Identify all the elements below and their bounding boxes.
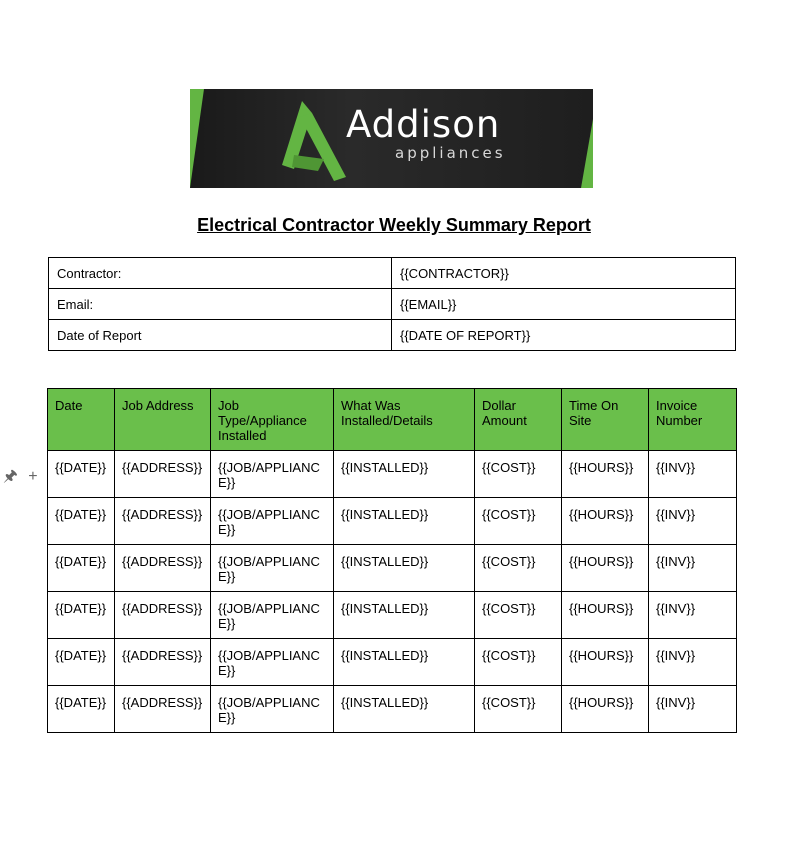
- table-cell[interactable]: {{HOURS}}: [562, 639, 649, 686]
- table-cell[interactable]: {{INSTALLED}}: [334, 498, 475, 545]
- info-label: Date of Report: [49, 320, 392, 351]
- table-cell[interactable]: {{HOURS}}: [562, 592, 649, 639]
- table-cell[interactable]: {{JOB/APPLIANCE}}: [211, 592, 334, 639]
- table-cell[interactable]: {{JOB/APPLIANCE}}: [211, 498, 334, 545]
- jobs-header-row: [48, 389, 737, 451]
- table-cell[interactable]: {{DATE}}: [48, 545, 115, 592]
- logo-a-icon: [272, 95, 352, 183]
- info-label: Contractor:: [49, 258, 392, 289]
- table-cell[interactable]: {{DATE}}: [48, 639, 115, 686]
- table-cell[interactable]: {{HOURS}}: [562, 498, 649, 545]
- table-row: [48, 545, 737, 592]
- info-row: [49, 289, 736, 320]
- column-header: Job Type/Appliance Installed: [211, 389, 334, 451]
- table-cell[interactable]: {{INSTALLED}}: [334, 592, 475, 639]
- table-row: [48, 451, 737, 498]
- table-cell[interactable]: {{INV}}: [649, 451, 737, 498]
- table-cell[interactable]: {{ADDRESS}}: [115, 451, 211, 498]
- table-cell[interactable]: {{DATE}}: [48, 592, 115, 639]
- table-cell[interactable]: {{HOURS}}: [562, 545, 649, 592]
- table-cell[interactable]: {{JOB/APPLIANCE}}: [211, 639, 334, 686]
- table-cell[interactable]: {{ADDRESS}}: [115, 498, 211, 545]
- table-cell[interactable]: {{DATE}}: [48, 451, 115, 498]
- logo-brand-text: Addison: [346, 103, 501, 146]
- table-cell[interactable]: {{COST}}: [475, 686, 562, 733]
- table-cell[interactable]: {{INV}}: [649, 639, 737, 686]
- table-cell[interactable]: {{COST}}: [475, 498, 562, 545]
- column-header: Job Address: [115, 389, 211, 451]
- logo-stripe-right: [581, 119, 593, 188]
- info-value[interactable]: {{EMAIL}}: [392, 289, 736, 320]
- table-cell[interactable]: {{INSTALLED}}: [334, 639, 475, 686]
- column-header: Invoice Number: [649, 389, 737, 451]
- info-row: [49, 320, 736, 351]
- table-cell[interactable]: {{DATE}}: [48, 498, 115, 545]
- logo-stripe-left: [190, 89, 204, 188]
- table-cell[interactable]: {{ADDRESS}}: [115, 545, 211, 592]
- table-cell[interactable]: {{INSTALLED}}: [334, 686, 475, 733]
- table-row: [48, 498, 737, 545]
- logo-sub-text: appliances: [395, 144, 506, 162]
- table-cell[interactable]: {{JOB/APPLIANCE}}: [211, 545, 334, 592]
- table-cell[interactable]: {{HOURS}}: [562, 451, 649, 498]
- addison-logo: [190, 89, 593, 188]
- table-cell[interactable]: {{INSTALLED}}: [334, 545, 475, 592]
- table-cell[interactable]: {{INV}}: [649, 686, 737, 733]
- plus-icon[interactable]: +: [28, 468, 38, 485]
- column-header: Dollar Amount: [475, 389, 562, 451]
- table-cell[interactable]: {{INV}}: [649, 592, 737, 639]
- table-cell[interactable]: {{COST}}: [475, 545, 562, 592]
- info-value[interactable]: {{DATE OF REPORT}}: [392, 320, 736, 351]
- table-cell[interactable]: {{JOB/APPLIANCE}}: [211, 686, 334, 733]
- info-row: [49, 258, 736, 289]
- column-header: What Was Installed/Details: [334, 389, 475, 451]
- table-cell[interactable]: {{COST}}: [475, 639, 562, 686]
- table-cell[interactable]: {{ADDRESS}}: [115, 592, 211, 639]
- info-value[interactable]: {{CONTRACTOR}}: [392, 258, 736, 289]
- table-cell[interactable]: {{COST}}: [475, 592, 562, 639]
- column-header: Date: [48, 389, 115, 451]
- table-cell[interactable]: {{DATE}}: [48, 686, 115, 733]
- table-row: [48, 592, 737, 639]
- page-title: Electrical Contractor Weekly Summary Report: [197, 215, 591, 235]
- info-table: [48, 257, 736, 351]
- table-row: [48, 639, 737, 686]
- table-cell[interactable]: {{HOURS}}: [562, 686, 649, 733]
- table-cell[interactable]: {{INV}}: [649, 498, 737, 545]
- table-cell[interactable]: {{INSTALLED}}: [334, 451, 475, 498]
- table-cell[interactable]: {{ADDRESS}}: [115, 686, 211, 733]
- jobs-body: [48, 451, 737, 733]
- table-cell[interactable]: {{COST}}: [475, 451, 562, 498]
- table-cell[interactable]: {{JOB/APPLIANCE}}: [211, 451, 334, 498]
- row-gutter: [3, 465, 38, 492]
- pin-icon[interactable]: 🖈: [3, 468, 18, 485]
- table-row: [48, 686, 737, 733]
- table-cell[interactable]: {{INV}}: [649, 545, 737, 592]
- table-cell[interactable]: {{ADDRESS}}: [115, 639, 211, 686]
- column-header: Time On Site: [562, 389, 649, 451]
- jobs-table: [47, 388, 737, 733]
- info-label: Email:: [49, 289, 392, 320]
